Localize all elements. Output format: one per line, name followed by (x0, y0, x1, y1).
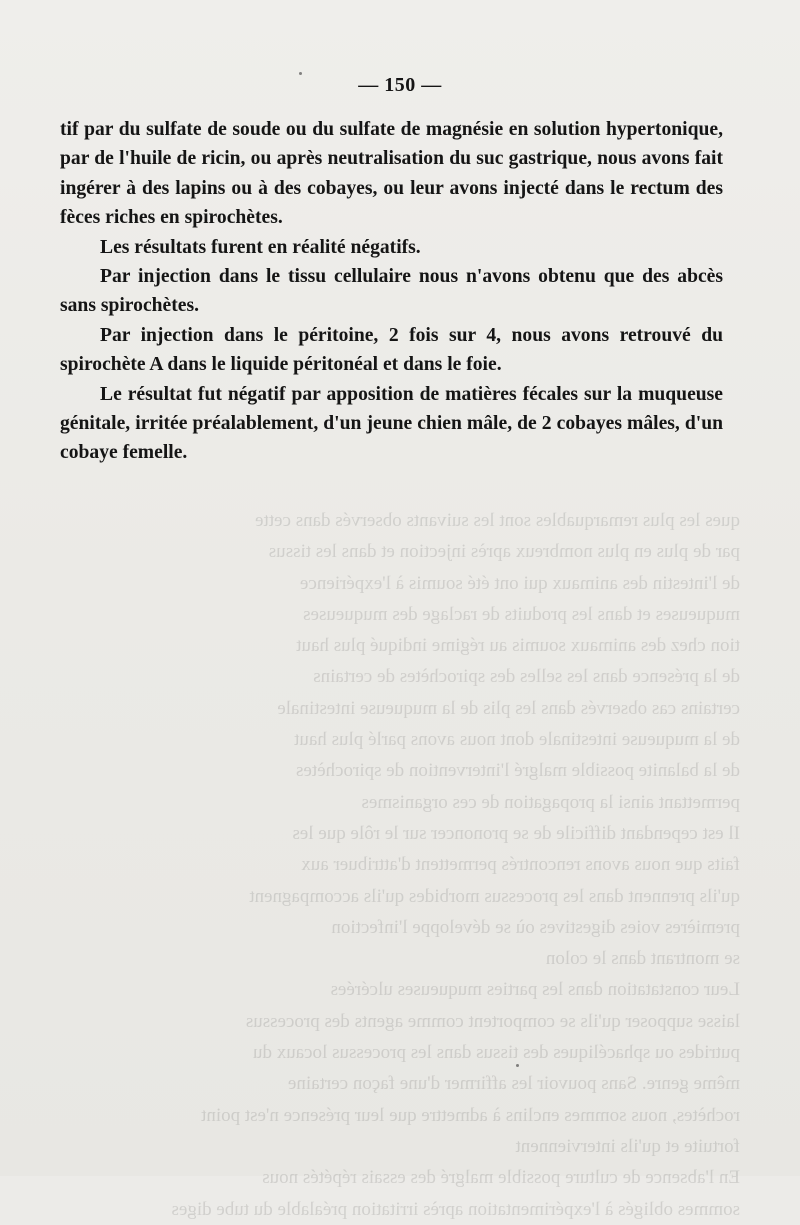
body-text (60, 115, 723, 468)
paragraph: tif par du sulfate de soude ou du sulfate de magnésie en solution hypertonique, par de l'huile de ricin, ou après neutralisation du suc gastrique, nous avons fait ingérer à des lapins ou à des cobayes, ou leur avons injecté dans le rectum des fèces riches en spirochètes. (60, 119, 723, 229)
paragraph: Par injection dans le péritoine, 2 fois sur 4, nous avons retrouvé du spirochète A dans le liquide péritonéal et dans le foie. (60, 324, 723, 376)
paragraph: Les résultats furent en réalité négatifs. (100, 236, 421, 258)
paragraph: Le résultat fut négatif par apposition de matières fécales sur la muqueuse génitale, irritée préalablement, d'un jeune chien mâle, de 2 cobayes mâles, d'un cobaye femelle. (60, 383, 723, 464)
bleed-through-text: ques les plus remarquables sont les suivants observés dans cette par de plus en plus nombreux après injection et dans les tissus de l'intestin des animaux qui ont été soumis à l'expérience muqueuses et dans les produits de raclage des muqueuses tion chez des animaux soumis au régime indiqué plus haut de la présence dans les selles des spirochètes de certains certains cas observés dans les plis de la muqueuse intestinale de la muqueuse intestinale dont nous avons parlé plus haut de la balanite possible malgré l'intervention de spirochètes permettant ainsi la propagation de ces organismes Il est cependant difficile de se prononcer sur le rôle que les faits que nous avons rencontrés permettent d'attribuer aux qu'ils prennent dans les processus morbides qu'ils accompagnent premières voies digestives où se développe l'infection se montrant dans le colon Leur constatation dans les parties muqueuses ulcérées laisse supposer qu'ils se comportent comme agents des processus putrides ou sphacéliques des tissus dans les processus locaux du même genre. Sans pouvoir les affirmer d'une façon certaine rochètes, nous sommes enclins à admettre que leur présence n'est point fortuite et qu'ils interviennent En l'absence de culture possible malgré des essais répétés nous sommes obligés à l'expérimentation après irritation préalable du tube diges (171, 510, 740, 1220)
speck (516, 1064, 519, 1067)
page-number: — 150 — (358, 74, 442, 96)
speck (299, 72, 302, 75)
paragraph: Par injection dans le tissu cellulaire nous n'avons obtenu que des abcès sans spirochètes. (60, 266, 723, 317)
